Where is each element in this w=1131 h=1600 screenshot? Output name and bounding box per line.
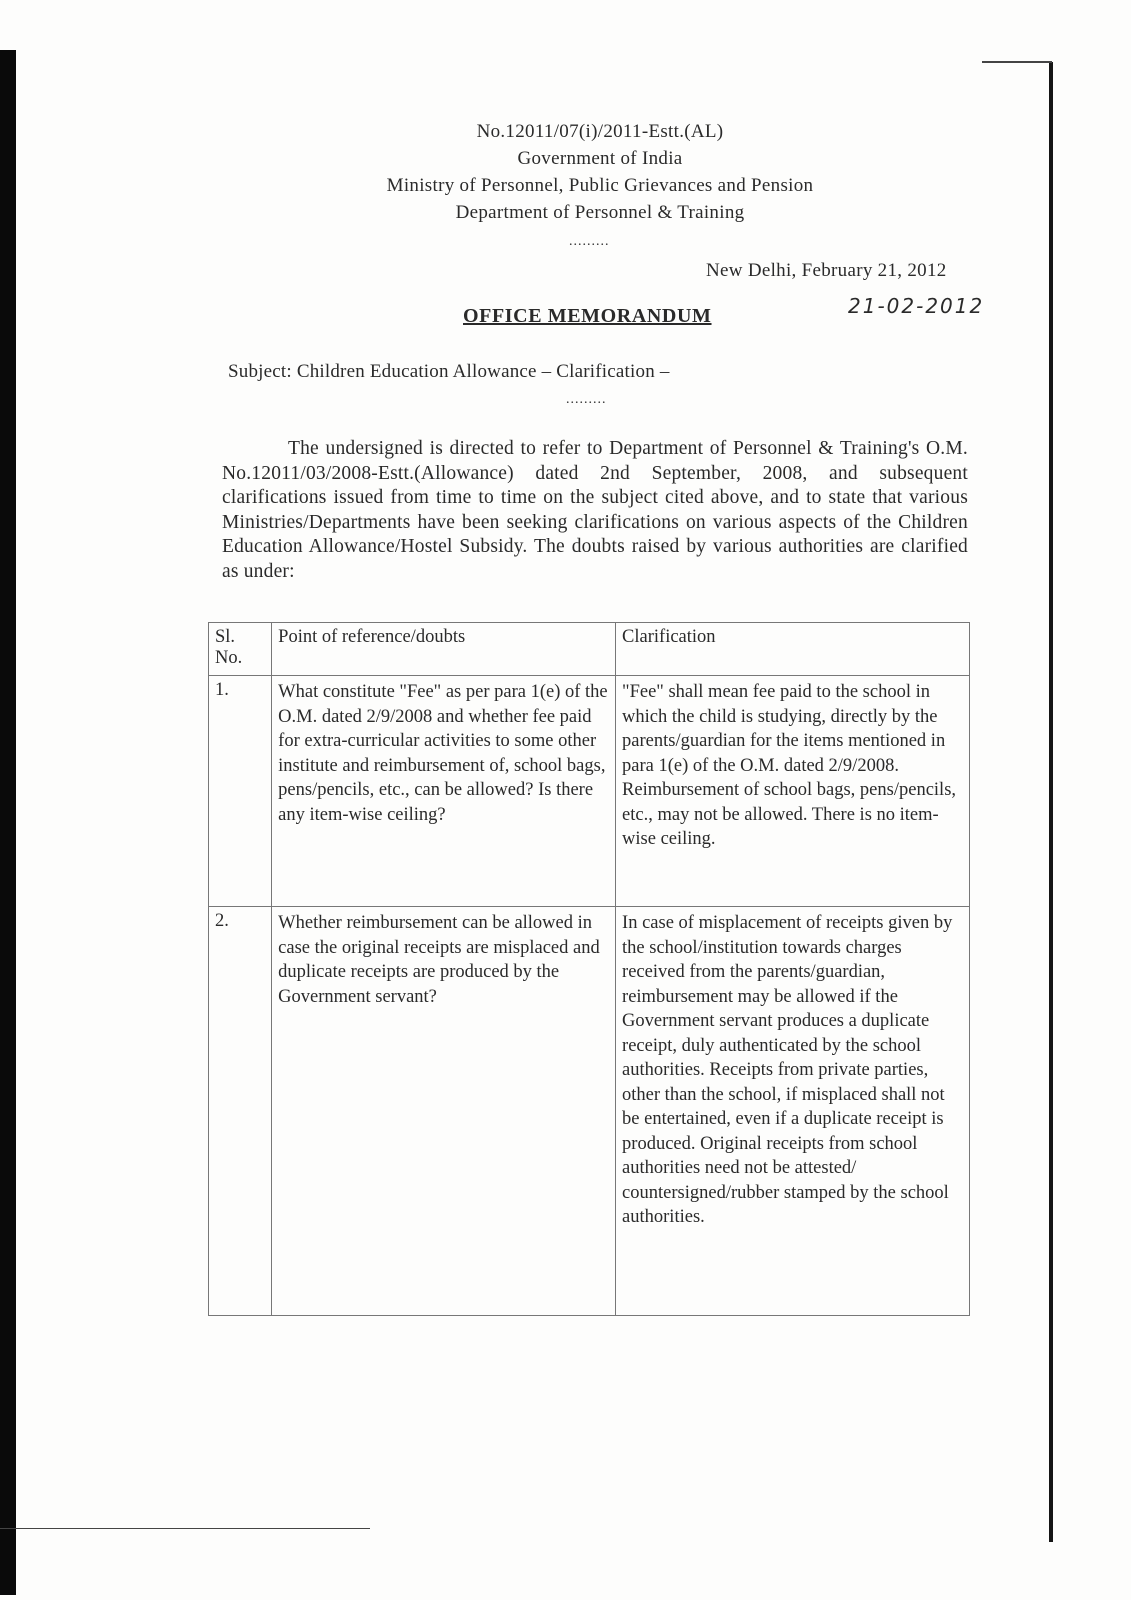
header-separator: ......... [569,234,610,249]
row-point: Whether reimbursement can be allowed in case the original receipts are misplaced and duplicate receipts are produced by the Government servant? [272,907,616,1316]
scan-right-edge [1049,62,1053,1542]
government-name: Government of India [517,148,683,169]
row-sl-no: 1. [209,676,272,907]
scan-top-line [982,61,1052,63]
intro-paragraph-text: The undersigned is directed to refer to Department of Personnel & Training's O.M. No.12011/03/2008-Estt.(Allowance) dated 2nd September, 2008, and subsequent clarifications issued from time to time on the subject cited above, and to state that various Ministries/Departments have been seeking clarifications on various aspects of the Children Education Allowance/Hostel Subsidy. The doubts raised by various authorities are clarified as under: [222,438,968,582]
header-clarification: Clarification [616,623,970,676]
clarification-table [208,622,970,1316]
ministry-name: Ministry of Personnel, Public Grievances and Pension [386,175,814,196]
scan-left-edge [0,50,16,1595]
subject-separator: ......... [566,392,607,407]
table-row [209,907,970,1316]
header-sl-no: Sl. No. [209,623,272,676]
subject-line: Subject: Children Education Allowance – Clarification – [228,361,670,382]
printed-date: New Delhi, February 21, 2012 [706,260,947,281]
scan-bottom-line [0,1528,370,1529]
document-title: OFFICE MEMORANDUM [463,305,712,327]
intro-paragraph [222,437,968,584]
table-header-row [209,623,970,676]
row-sl-no: 2. [209,907,272,1316]
letterhead [250,118,950,226]
file-number: No.12011/07(i)/2011-Estt.(AL) [476,121,724,142]
row-point: What constitute "Fee" as per para 1(e) of the O.M. dated 2/9/2008 and whether fee paid for extra-curricular activities to some other institute and reimbursement of, school bags, pens/pencils, etc., can be allowed? Is there any item-wise ceiling? [272,676,616,907]
handwritten-date: 21-02-2012 [848,294,985,318]
department-name: Department of Personnel & Training [455,202,745,223]
header-point: Point of reference/doubts [272,623,616,676]
row-clarification: In case of misplacement of receipts given by the school/institution towards charges received from the parents/guardian, reimbursement may be allowed if the Government servant produces a duplicate receipt, duly authenticated by the school authorities. Receipts from private parties, other than the school, if misplaced shall not be entertained, even if a duplicate receipt is produced. Original receipts from school authorities need not be attested/ countersigned/rubber stamped by the school authorities. [616,907,970,1316]
row-clarification: "Fee" shall mean fee paid to the school in which the child is studying, directly by the parents/guardian for the items mentioned in para 1(e) of the O.M. dated 2/9/2008. Reimbursement of school bags, pens/pencils, etc., may not be allowed. There is no item-wise ceiling. [616,676,970,907]
table-row [209,676,970,907]
